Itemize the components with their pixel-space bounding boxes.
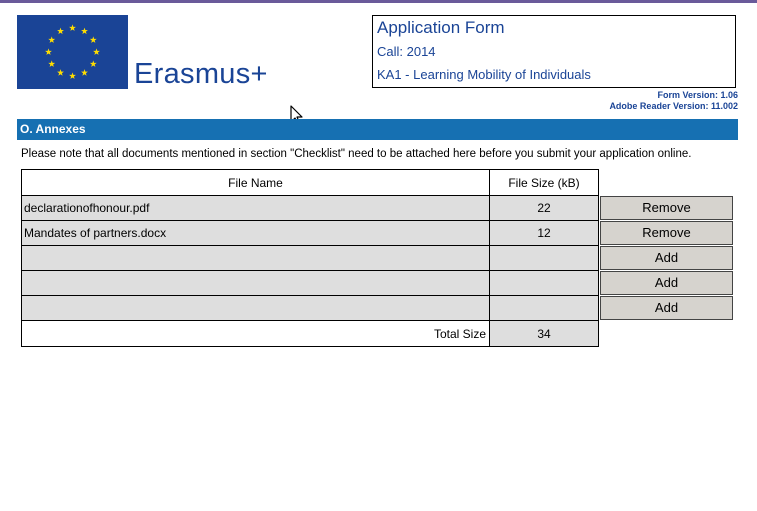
file-size-cell: 22 [490, 196, 599, 221]
flag-star [90, 60, 97, 67]
table-row [22, 296, 737, 321]
table-row [22, 221, 737, 246]
flag-star [81, 69, 88, 76]
file-size-cell: 12 [490, 221, 599, 246]
file-name-cell[interactable]: Mandates of partners.docx [22, 221, 490, 246]
key-action: KA1 - Learning Mobility of Individuals [377, 67, 591, 82]
flag-star [48, 36, 55, 43]
action-header [599, 170, 737, 196]
action-cell [599, 246, 737, 271]
reader-version: Adobe Reader Version: 11.002 [609, 101, 738, 111]
file-size-cell [490, 271, 599, 296]
form-info-box [372, 15, 736, 88]
annex-table [21, 169, 737, 347]
file-name-cell[interactable] [22, 246, 490, 271]
brand-name: Erasmus+ [134, 58, 268, 90]
flag-star [57, 69, 64, 76]
file-name-cell[interactable] [22, 296, 490, 321]
action-cell [599, 196, 737, 221]
form-title: Application Form [377, 18, 505, 37]
total-size-label: Total Size [22, 321, 490, 347]
flag-star [81, 28, 88, 35]
table-row [22, 271, 737, 296]
add-button[interactable]: Add [600, 296, 733, 320]
flag-star [90, 36, 97, 43]
version-info [609, 90, 738, 112]
form-version: Form Version: 1.06 [657, 90, 738, 100]
action-cell [599, 271, 737, 296]
total-row [22, 321, 737, 347]
flag-star [45, 48, 52, 55]
section-header: O. Annexes [17, 119, 738, 140]
file-name-cell[interactable]: declarationofhonour.pdf [22, 196, 490, 221]
eu-flag-icon [17, 15, 128, 89]
flag-star [57, 28, 64, 35]
table-row [22, 196, 737, 221]
remove-button[interactable]: Remove [600, 196, 733, 220]
file-size-header: File Size (kB) [490, 170, 599, 196]
table-row [22, 246, 737, 271]
window-top-border [0, 0, 757, 3]
file-name-header: File Name [22, 170, 490, 196]
call-year: Call: 2014 [377, 44, 436, 59]
flag-star [69, 72, 76, 79]
total-size-value: 34 [490, 321, 599, 347]
remove-button[interactable]: Remove [600, 221, 733, 245]
action-cell [599, 296, 737, 321]
file-size-cell [490, 296, 599, 321]
action-cell [599, 221, 737, 246]
section-note: Please note that all documents mentioned in section "Checklist" need to be attached here before you submit your application online. [21, 148, 692, 160]
file-name-cell[interactable] [22, 271, 490, 296]
file-size-cell [490, 246, 599, 271]
action-cell [599, 321, 737, 347]
flag-star [69, 24, 76, 31]
add-button[interactable]: Add [600, 246, 733, 270]
table-header-row [22, 170, 737, 196]
flag-star [48, 60, 55, 67]
flag-star [93, 48, 100, 55]
add-button[interactable]: Add [600, 271, 733, 295]
